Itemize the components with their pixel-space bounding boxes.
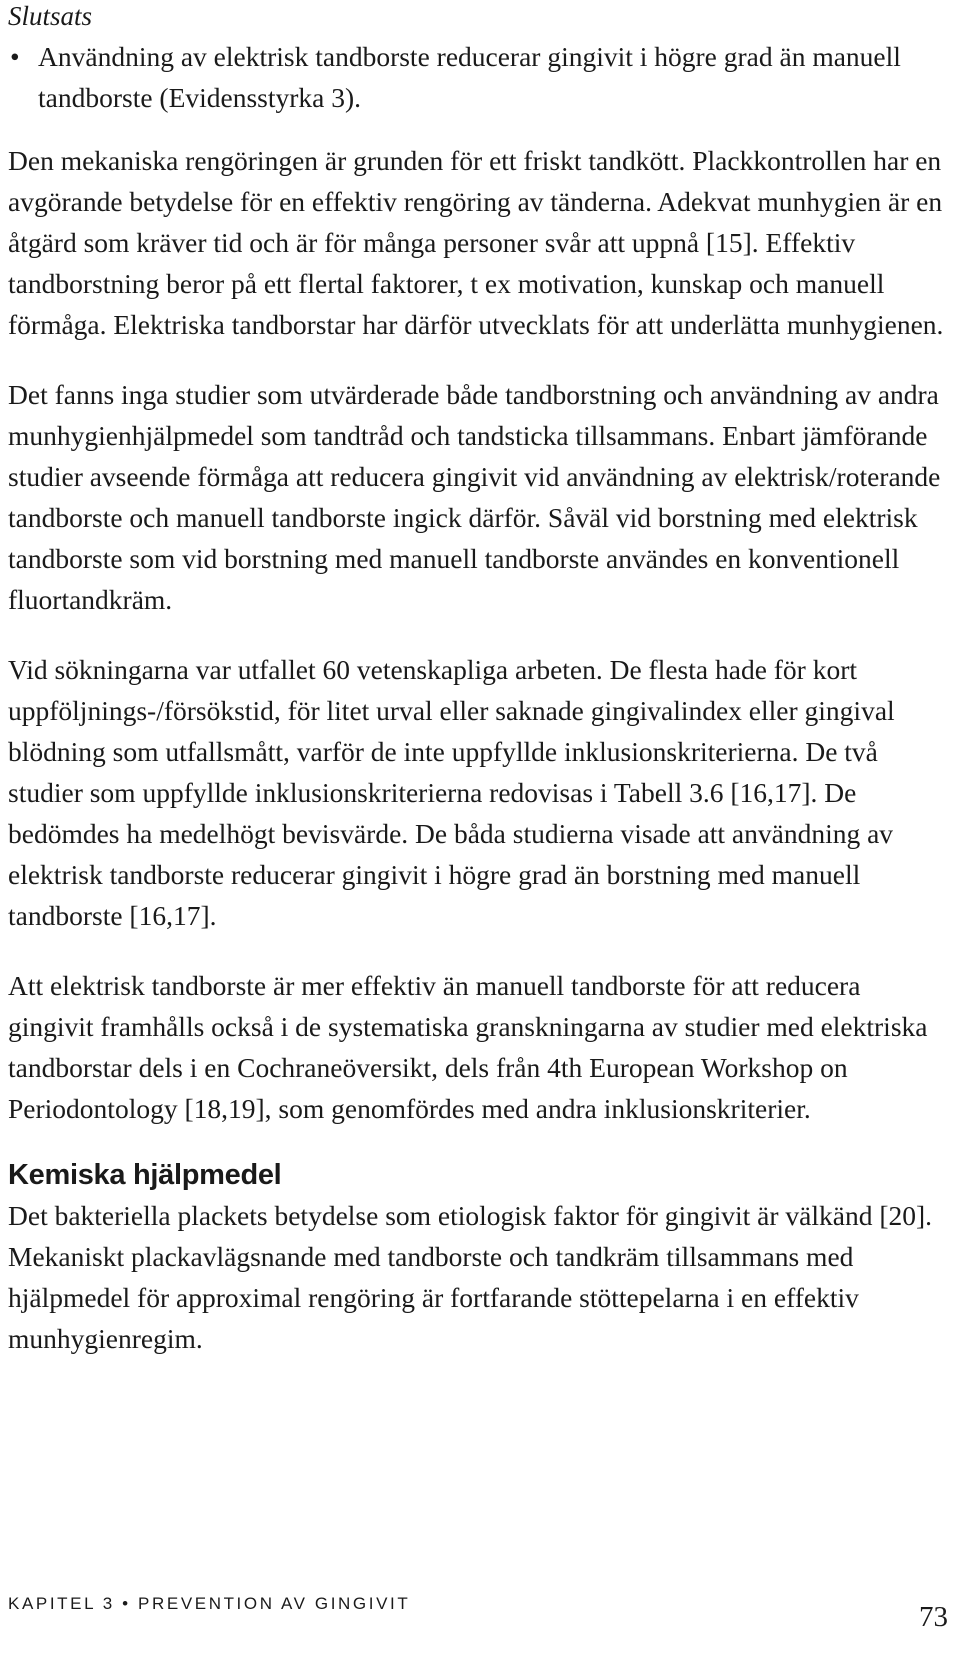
paragraph-3: Vid sökningarna var utfallet 60 vetenskapliga arbeten. De flesta hade för kort uppföljnings-/försökstid, för litet urval eller saknade gingivalindex eller gingival blödning som utfallsmått, varför de inte uppfyllde inklusionskriterierna. De två studier som uppfyllde inklusionskriterierna redovisas i Tabell 3.6 [16,17]. De bedömdes ha medelhögt bevisvärde. De båda studierna visade att användning av elektrisk tandborste reducerar gingivit i högre grad än borstning med manuell tandborste [16,17]. [8,654,895,931]
subheading: Kemiska hjälpmedel [8,1159,282,1191]
paragraph-1: Den mekaniska rengöringen är grunden för ett friskt tandkött. Plackkontrollen har en avgörande betydelse för en effektiv rengöring av tänderna. Adekvat munhygien är en åtgärd som kräver tid och är för många personer svår att uppnå [15]. Effektiv tandborstning beror på ett flertal faktorer, t ex motivation, kunskap och manuell förmåga. Elektriska tandborstar har därför utvecklats för att underlätta munhygienen. [8,145,944,340]
sub-paragraph-1: Det bakteriella plackets betydelse som etiologisk faktor för gingivit är välkänd [20]. Mekaniskt plackavlägsnande med tandborste och tandkräm tillsammans med hjälpmedel för approximal rengöring är fortfarande stöttepelarna i en effektiv munhygienregim. [8,1200,933,1354]
paragraph-4: Att elektrisk tandborste är mer effektiv än manuell tandborste för att reducera gingivit framhålls också i de systematiska granskningarna av studier med elektriska tandborstar dels i en Cochraneöversikt, dels från 4th European Workshop on Periodontology [18,19], som genomfördes med andra inklusionskriterier. [8,970,928,1124]
page-content [8,0,948,1359]
conclusion-list [8,36,948,118]
section-title: Slutsats [8,1,93,31]
page-number: 73 [919,1601,948,1633]
list-item-text: Användning av elektrisk tandborste reducerar gingivit i högre grad än manuell tandborste (Evidensstyrka 3). [38,41,901,113]
page-footer [8,1592,948,1652]
running-head: KAPITEL 3 • PREVENTION AV GINGIVIT [8,1594,411,1613]
list-item [8,36,948,118]
paragraph-2: Det fanns inga studier som utvärderade både tandborstning och användning av andra munhygienhjälpmedel som tandtråd och tandsticka tillsammans. Enbart jämförande studier avseende förmåga att reducera gingivit vid användning av elektrisk/roterande tandborste och manuell tandborste ingick därför. Såväl vid borstning med elektrisk tandborste som vid borstning med manuell tandborste användes en konventionell fluortandkräm. [8,379,941,615]
bullet-icon: • [10,41,20,72]
